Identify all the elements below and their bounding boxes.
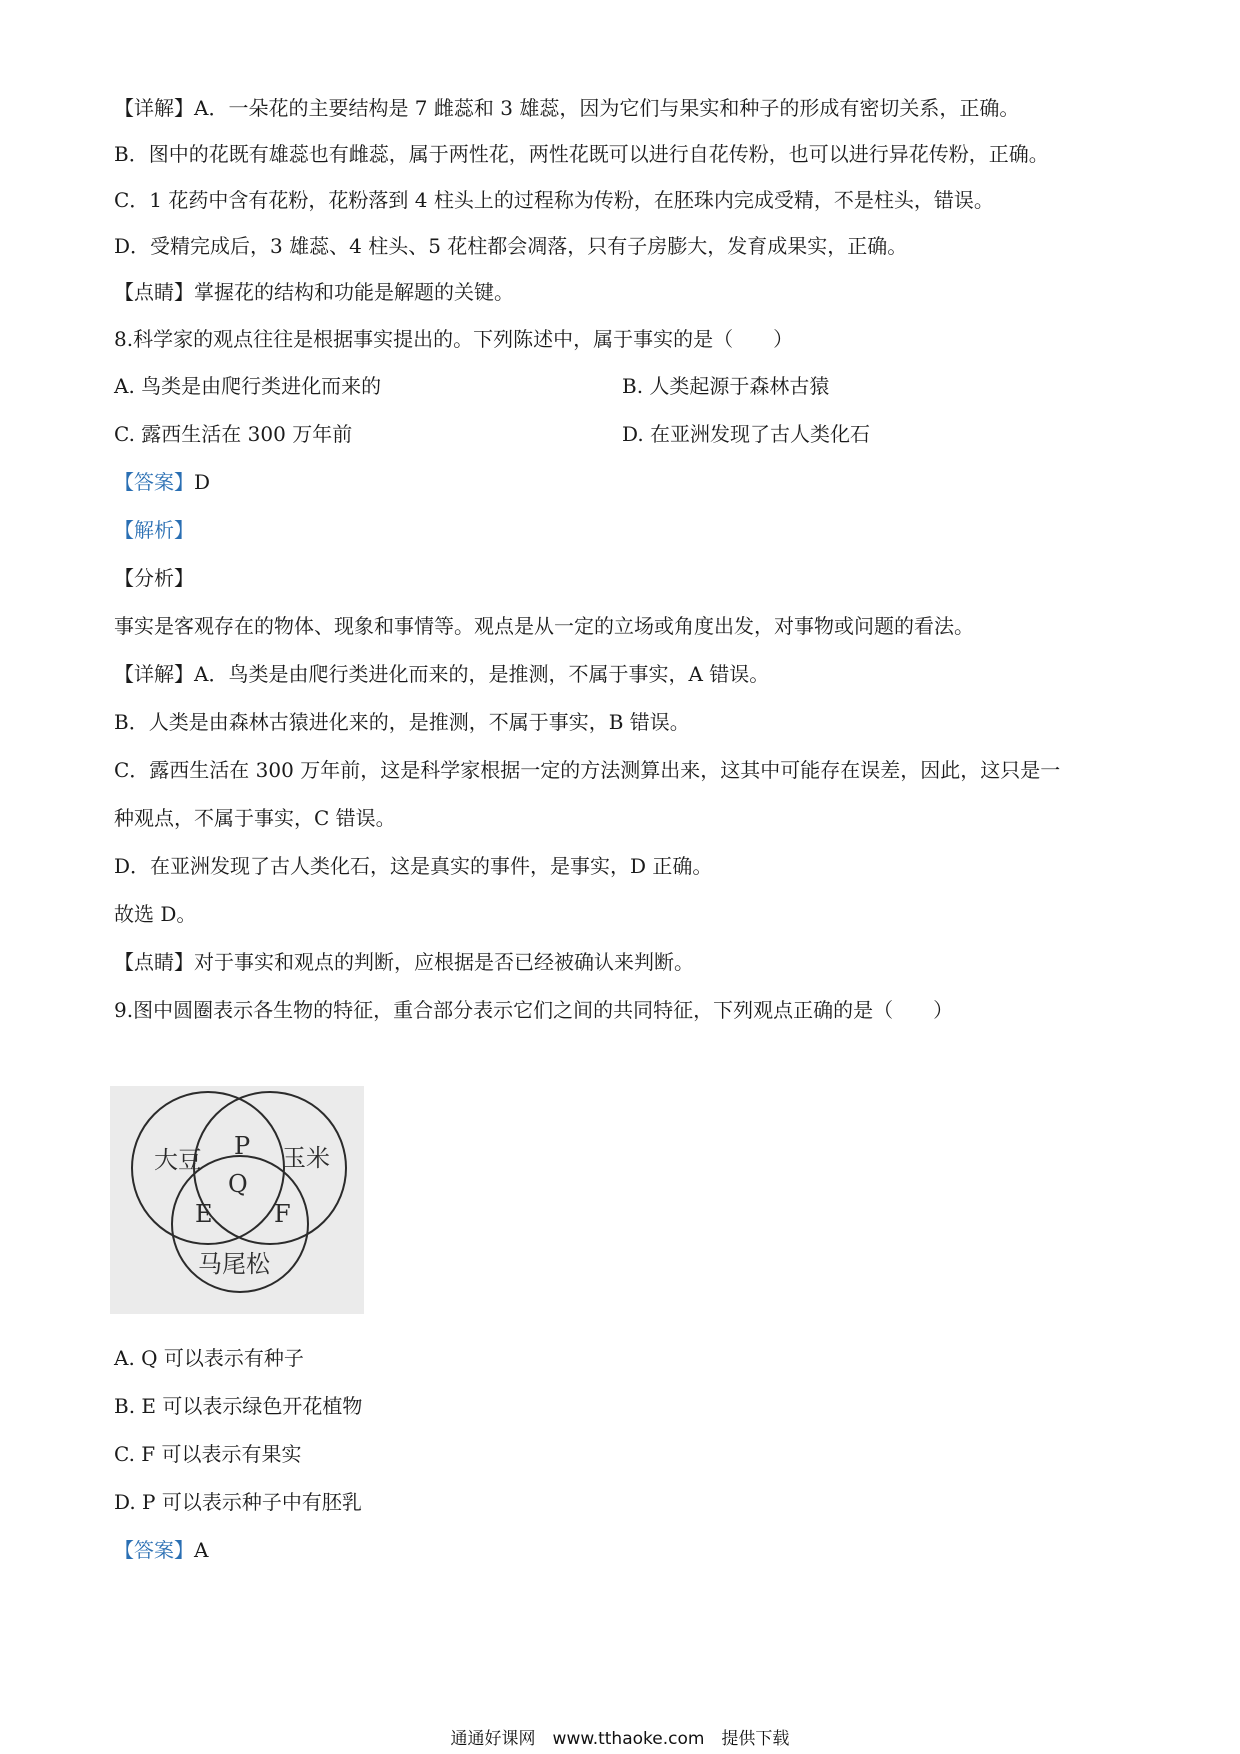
q9-answer-value: A bbox=[194, 1538, 209, 1562]
q8-answer-value: D bbox=[194, 470, 211, 494]
q9-answer-tag: 【答案】 bbox=[114, 1538, 194, 1562]
pine-label: 马尾松 bbox=[198, 1250, 270, 1278]
q8-option-d: D. 在亚洲发现了古人类化石 bbox=[622, 422, 871, 446]
q8-option-b: B. 人类起源于森林古猿 bbox=[622, 374, 830, 398]
q8-jiexi-tag: 【解析】 bbox=[114, 518, 194, 542]
q8-stem: 8.科学家的观点往往是根据事实提出的。下列陈述中，属于事实的是（ ） bbox=[114, 327, 794, 351]
q9-option-a: A. Q 可以表示有种子 bbox=[114, 1346, 304, 1370]
q9-stem: 9.图中圆圈表示各生物的特征，重合部分表示它们之间的共同特征，下列观点正确的是（ ） bbox=[114, 998, 954, 1022]
region-p-label: P bbox=[234, 1132, 251, 1160]
q8-detail-b: B．人类是由森林古猿进化来的，是推测，不属于事实，B 错误。 bbox=[114, 710, 690, 734]
q7-detail-c: C．1 花药中含有花粉，花粉落到 4 柱头上的过程称为传粉，在胚珠内完成受精，不是柱头，错误。 bbox=[114, 188, 994, 212]
venn-diagram bbox=[110, 1086, 364, 1314]
venn-svg bbox=[110, 1086, 364, 1314]
region-e-label: E bbox=[195, 1200, 213, 1228]
q9-option-c: C. F 可以表示有果实 bbox=[114, 1442, 302, 1466]
q8-fenxi-tag: 【分析】 bbox=[114, 566, 194, 590]
q8-answer bbox=[114, 468, 210, 496]
q8-detail-c-1: C．露西生活在 300 万年前，这是科学家根据一定的方法测算出来，这其中可能存在误差，因此，这只是一 bbox=[114, 758, 1061, 782]
q8-detail-c-2: 种观点，不属于事实，C 错误。 bbox=[114, 806, 396, 830]
q8-guxuan: 故选 D。 bbox=[114, 902, 197, 926]
region-f-label: F bbox=[274, 1200, 291, 1228]
q7-detail-a: 【详解】A．一朵花的主要结构是 7 雌蕊和 3 雄蕊，因为它们与果实和种子的形成有密切关系，正确。 bbox=[114, 96, 1020, 120]
q8-option-a: A. 鸟类是由爬行类进化而来的 bbox=[114, 374, 382, 398]
q9-answer bbox=[114, 1536, 208, 1564]
region-q-label: Q bbox=[228, 1170, 248, 1198]
q8-option-c: C. 露西生活在 300 万年前 bbox=[114, 422, 353, 446]
q8-answer-tag: 【答案】 bbox=[114, 470, 194, 494]
q8-fenxi-text: 事实是客观存在的物体、现象和事情等。观点是从一定的立场或角度出发，对事物或问题的看法。 bbox=[114, 614, 974, 638]
soybean-label: 大豆 bbox=[154, 1146, 202, 1174]
q8-detail-a: 【详解】A．鸟类是由爬行类进化而来的，是推测，不属于事实，A 错误。 bbox=[114, 662, 770, 686]
q8-dianjing: 【点睛】对于事实和观点的判断，应根据是否已经被确认来判断。 bbox=[114, 950, 694, 974]
q7-detail-d: D．受精完成后，3 雄蕊、4 柱头、5 花柱都会凋落，只有子房膨大，发育成果实，正确。 bbox=[114, 234, 908, 258]
corn-label: 玉米 bbox=[282, 1144, 330, 1172]
q7-dianjing: 【点睛】掌握花的结构和功能是解题的关键。 bbox=[114, 280, 514, 304]
q8-detail-d: D．在亚洲发现了古人类化石，这是真实的事件，是事实，D 正确。 bbox=[114, 854, 713, 878]
q7-detail-b: B．图中的花既有雄蕊也有雌蕊，属于两性花，两性花既可以进行自花传粉，也可以进行异花传粉，正确。 bbox=[114, 142, 1049, 166]
q9-option-b: B. E 可以表示绿色开花植物 bbox=[114, 1394, 363, 1418]
q9-option-d: D. P 可以表示种子中有胚乳 bbox=[114, 1490, 362, 1514]
page-footer: 通通好课网 www.tthaoke.com 提供下载 bbox=[450, 1729, 790, 1749]
